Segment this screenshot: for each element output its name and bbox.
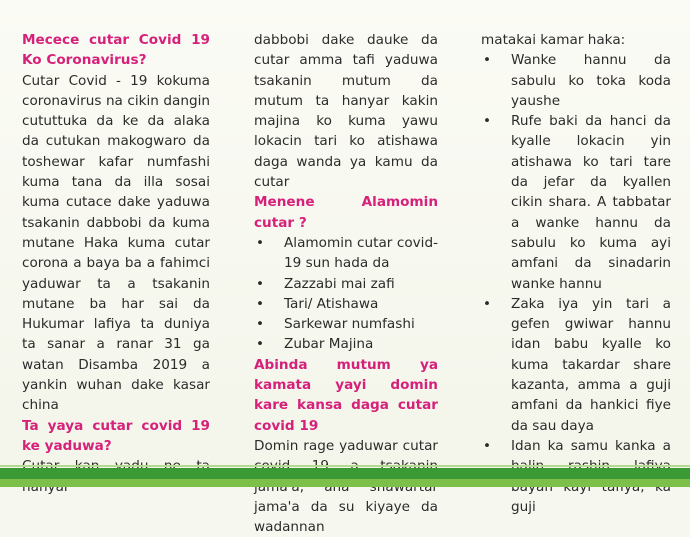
list-item: • Zaka iya yin tari a gefen gwiwar hannu idan babu kyalle ko kuma takardar share kazanta, amma a guji amfani da hankici fiye da sau daya xyxy=(481,294,671,436)
paragraph-prevention: Domin rage yaduwar cutar jama'a da su kiyaye da wadannan xyxy=(254,437,438,536)
measures-list xyxy=(481,50,671,517)
list-item: • Alamomin cutar covid-19 sun hada da xyxy=(254,233,438,274)
heading-prevention: Abinda mutum ya kamata yayi domin kare kansa daga cutar covid 19 xyxy=(254,356,438,434)
paragraph-spread-continued: dabbobi dake dauke da cutar amma tafi yaduwa tsakanin mutum da mutum ta hanyar kakin majina ko kuma yawu lokacin tari ko atishawa daga wanda ya kamu da cutar xyxy=(254,32,438,191)
list-item: • Zubar Majina xyxy=(254,334,438,354)
column-2 xyxy=(254,30,438,537)
list-item: • Wanke hannu da sabulu ko toka koda yaushe xyxy=(481,50,671,111)
list-item: • Zazzabi mai zafi xyxy=(254,274,438,294)
heading-symptoms: Menene Alamomin cutar ? xyxy=(254,194,438,231)
column-1 xyxy=(22,30,210,497)
column-3 xyxy=(481,30,671,517)
footer-band-light xyxy=(0,479,690,487)
footer-divider xyxy=(0,465,690,467)
paragraph-what-is-covid: Cutar Covid - 19 kokuma coronavirus na cikin dangin cututtuka da ke da alaka da cutukan makogwaro da toshewar kafar numfashi kuma tana da illa sosai kuma cutace dake yaduwa tsakanin dabbobi da kuma mutane Haka kuma cutar corona a baya ba a fahimci yaduwar ta a tsakanin mutane ba har sai da Hukumar lafiya ta duniya ta sanar a ranar 31 ga watan Disamba 2019 a yankin wuhan dake kasar china xyxy=(22,72,210,414)
list-item: • Tari/ Atishawa xyxy=(254,294,438,314)
list-item: • Sarkewar numfashi xyxy=(254,314,438,334)
symptoms-list xyxy=(254,233,438,355)
heading-how-it-spreads: Ta yaya cutar covid 19 ke yaduwa? xyxy=(22,417,210,454)
list-item: • Idan ka samu kanka a guji xyxy=(481,436,671,517)
footer-band-dark xyxy=(0,468,690,479)
paragraph-measures-intro: matakai kamar haka: xyxy=(481,32,626,48)
list-item: • Rufe baki da hanci da kyalle lokacin yin atishawa ko tari tare da jefar da kyallen cikin shara. A tabbatar a wanke hannu da sabulu ko kuma ayi amfani da sinadarin wanke hannu xyxy=(481,111,671,294)
heading-what-is-covid: Mecece cutar Covid 19 Ko Coronavirus? xyxy=(22,32,210,69)
